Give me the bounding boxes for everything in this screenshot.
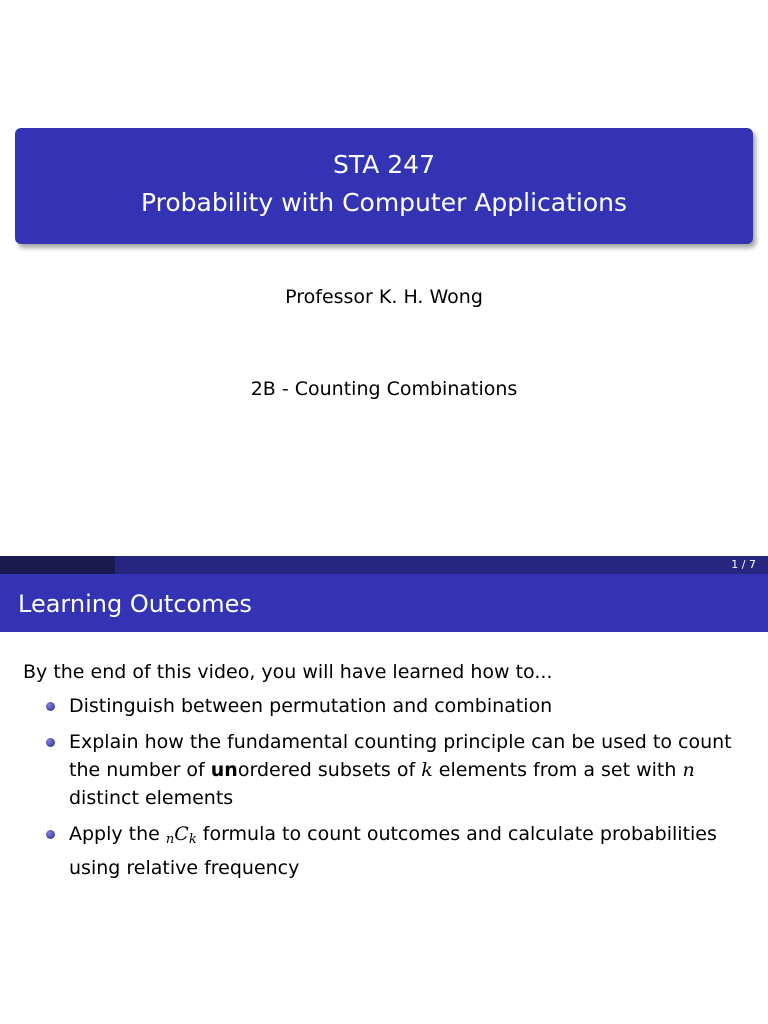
- page-number: 1 / 7: [731, 558, 756, 571]
- bold-un: un: [210, 759, 238, 781]
- title-box: [15, 128, 753, 244]
- math-C: C: [174, 823, 189, 845]
- bullet-text-part: formula to count outcomes and calculate probabilities using relative frequency: [69, 823, 717, 879]
- author: Professor K. H. Wong: [285, 286, 483, 308]
- math-n: n: [682, 759, 695, 781]
- frame-title: Learning Outcomes: [18, 590, 252, 618]
- bullet-text-part: ordered subsets of: [237, 759, 422, 781]
- lecture-subtitle: 2B - Counting Combinations: [250, 378, 518, 400]
- footer-bar: [0, 556, 768, 574]
- bullet-text: Distinguish between permutation and combination: [69, 695, 553, 717]
- bullet-text-part: Explain how the fundamental counting principle can be used to count the number of: [69, 731, 732, 781]
- math-k: k: [421, 759, 433, 781]
- outcome-list: [46, 692, 746, 890]
- course-title: Probability with Computer Applications: [140, 188, 628, 217]
- list-item: [46, 728, 746, 812]
- learning-outcomes-slide: [0, 556, 768, 1024]
- bullet-icon: [46, 830, 55, 839]
- list-item: [46, 692, 746, 720]
- bullet-text-part: distinct elements: [69, 787, 234, 809]
- math-sub-n: n: [165, 832, 175, 847]
- footer-progress-segment: [0, 556, 115, 574]
- intro-text: By the end of this video, you will have learned how to...: [23, 661, 553, 683]
- frame-title-bar: [0, 574, 768, 632]
- math-sub-k: k: [188, 832, 197, 847]
- bullet-text-part: Apply the: [69, 823, 166, 845]
- bullet-text-part: elements from a set with: [432, 759, 683, 781]
- list-item: [46, 820, 746, 882]
- bullet-icon: [46, 702, 55, 711]
- course-code: STA 247: [333, 150, 435, 179]
- bullet-icon: [46, 738, 55, 747]
